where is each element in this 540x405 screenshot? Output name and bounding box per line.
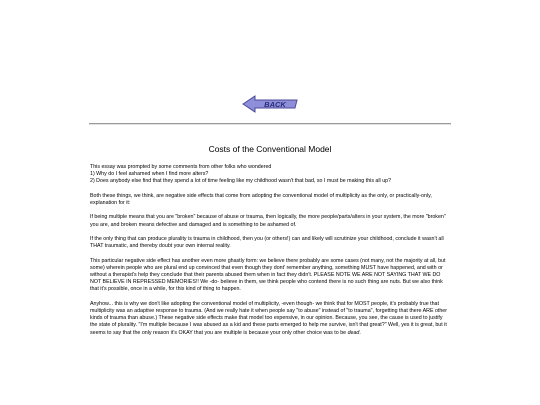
paragraph-5-emphasis: dead: [347, 329, 360, 336]
intro-line: This essay was prompted by some comments from other folks who wondered: [90, 164, 272, 170]
paragraph-5-text: Anyhow... this is why we don't like adopting the conventional model of multiplicity, -even though- we think that for MOST people, it's probably true that multiplicity was an adaptive response to trauma. (And we really hate it when people say "to abuse" instead of "to trauma", forgetting that there ARE other kinds of trauma than abuse.) These negative side effects make that model too expensive, in our opinion. Because, you see, the cause is used to justify the state of plurality. "I'm multiple because I was abused as a kid and these parts emerged to help me survive, isn't that great?" Well, yes it is great, but it seems to say that the only reason it's OKAY that you are multiple is because your only other choice was to be: [90, 300, 448, 336]
paragraph-1: Both these things, we think, are negative side effects that come from adopting the conventional model of multiplicity as the only, or practically-only, explanation for it:: [90, 192, 432, 206]
article-body: [90, 164, 451, 344]
paragraph-5-end: .: [359, 329, 361, 336]
question-1: 1) Why do I feel ashamed when I find more alters?: [90, 171, 209, 178]
horizontal-rule: [89, 123, 451, 125]
question-2: 2) Does anybody else find that they spend a lot of time feeling like my childhood wasn't that bad, so I must be making this all up?: [90, 178, 392, 185]
paragraph-5: [90, 301, 451, 337]
paragraph-2: If being multiple means that you are "broken" because of abuse or trauma, then logically, the more people/parts/alters in your system, the more "broken" you are, and broken means defective and damaged and is something to be ashamed of.: [90, 214, 446, 228]
back-label: BACK: [264, 99, 286, 109]
intro-paragraph: [90, 164, 451, 186]
page-title: Costs of the Conventional Model: [208, 144, 332, 154]
back-button[interactable]: [242, 95, 298, 113]
paragraph-3: If the only thing that can produce plurality is trauma in childhood, then you (or others!) can and likely will scrutinize your childhood, conclude it wasn't all THAT traumatic, and thereby doubt your own internal reality.: [90, 235, 444, 250]
back-arrow-icon: [242, 95, 298, 113]
paragraph-4: This particular negative side effect has another even more ghastly form: we believe there probably are some cases (not many, not the majority at all, but some) wherein people who are plural end up convinced that even though they dont' remember anything, something MUST have happened, and with or without a therapist's help they conclude that their parents abused them when in fact they didn't. PLEASE NOTE WE ARE NOT SAYING THAT WE DO NOT BELIEVE IN REPRESSED MEMORIES!! We -do- believe in them, we think people who contend there is no such thing are nuts. But we also think that it's possible, once in a while, for this kind of thing to happen.: [90, 257, 446, 293]
